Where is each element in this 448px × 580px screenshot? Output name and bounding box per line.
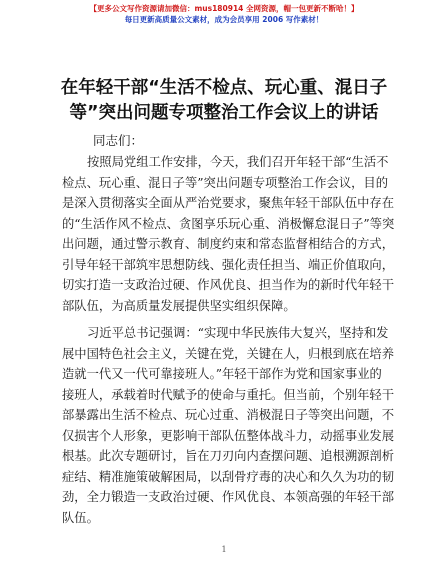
paragraph-line: 根基。此次专题研讨，旨在刀刃向内查摆问题、追根溯源剖析 [62,449,395,463]
paragraph-line: 队伍。 [62,510,99,525]
paragraph-line: 部队伍，为高质量发展提供坚实组织保障。 [62,298,296,313]
paragraph-line: 展中国特色社会主义，关键在党，关键在人，归根到底在培养 [62,346,395,361]
promo-banner [0,3,448,25]
paragraph-line: 接班人，承载着时代赋予的使命与重托。但当前，个别年轻干 [62,387,395,402]
paragraph-line: 切实打造一支政治过硬、作风优良、担当作为的新时代年轻干 [62,278,395,292]
title-line-2: 等”突出问题专项整治工作会议上的讲话 [69,103,379,123]
paragraph-line: 按照局党组工作安排，今天，我们召开年轻干部“生活不 [87,155,389,169]
document-title [40,76,408,126]
paragraph-line: 习近平总书记强调：“实现中华民族伟大复兴，坚持和发 [87,326,389,340]
page-number: 1 [221,545,227,554]
paragraph-line: 检点、玩心重、混日子等”突出问题专项整治工作会议，目的 [62,175,389,190]
paragraph-line: 是深入贯彻落实全面从严治党要求，聚焦年轻干部队伍中存在 [62,196,395,210]
salutation: 同志们： [93,133,144,148]
paragraph-line: 引导年轻干部筑牢思想防线、强化责任担当、端正价值取向， [62,257,395,272]
promo-banner-line2: 每日更新高质量公文素材，成为会员享用 2006 写作素材！ [124,15,324,24]
paragraph-line: 造就一代又一代可靠接班人。”年轻干部作为党和国家事业的 [62,367,382,381]
paragraph-line: 劲，全力锻造一支政治过硬、作风优良、本领高强的年轻干部 [62,490,395,504]
promo-banner-line1: 【更多公文写作资源请加微信：mus180914 全网资源，帽一包更新不断哈！】 [89,4,359,13]
paragraph-2 [62,323,395,528]
title-line-1: 在年轻干部“生活不检点、玩心重、混日子 [60,78,388,98]
paragraph-1 [62,152,395,316]
paragraph-line: 仅损害个人形象，更影响干部队伍整体战斗力，动摇事业发展 [62,428,395,443]
paragraph-line: 的“生活作风不检点、贪图享乐玩心重、消极懈怠混日子”等突 [62,216,395,231]
paragraph-line: 症结、精准施策破解困局，以刮骨疗毒的决心和久久为功的韧 [62,469,395,484]
paragraph-line: 出问题，通过警示教育、制度约束和常态监督相结合的方式， [62,237,395,251]
paragraph-line: 部暴露出生活不检点、玩心过重、消极混日子等突出问题，不 [62,408,395,422]
